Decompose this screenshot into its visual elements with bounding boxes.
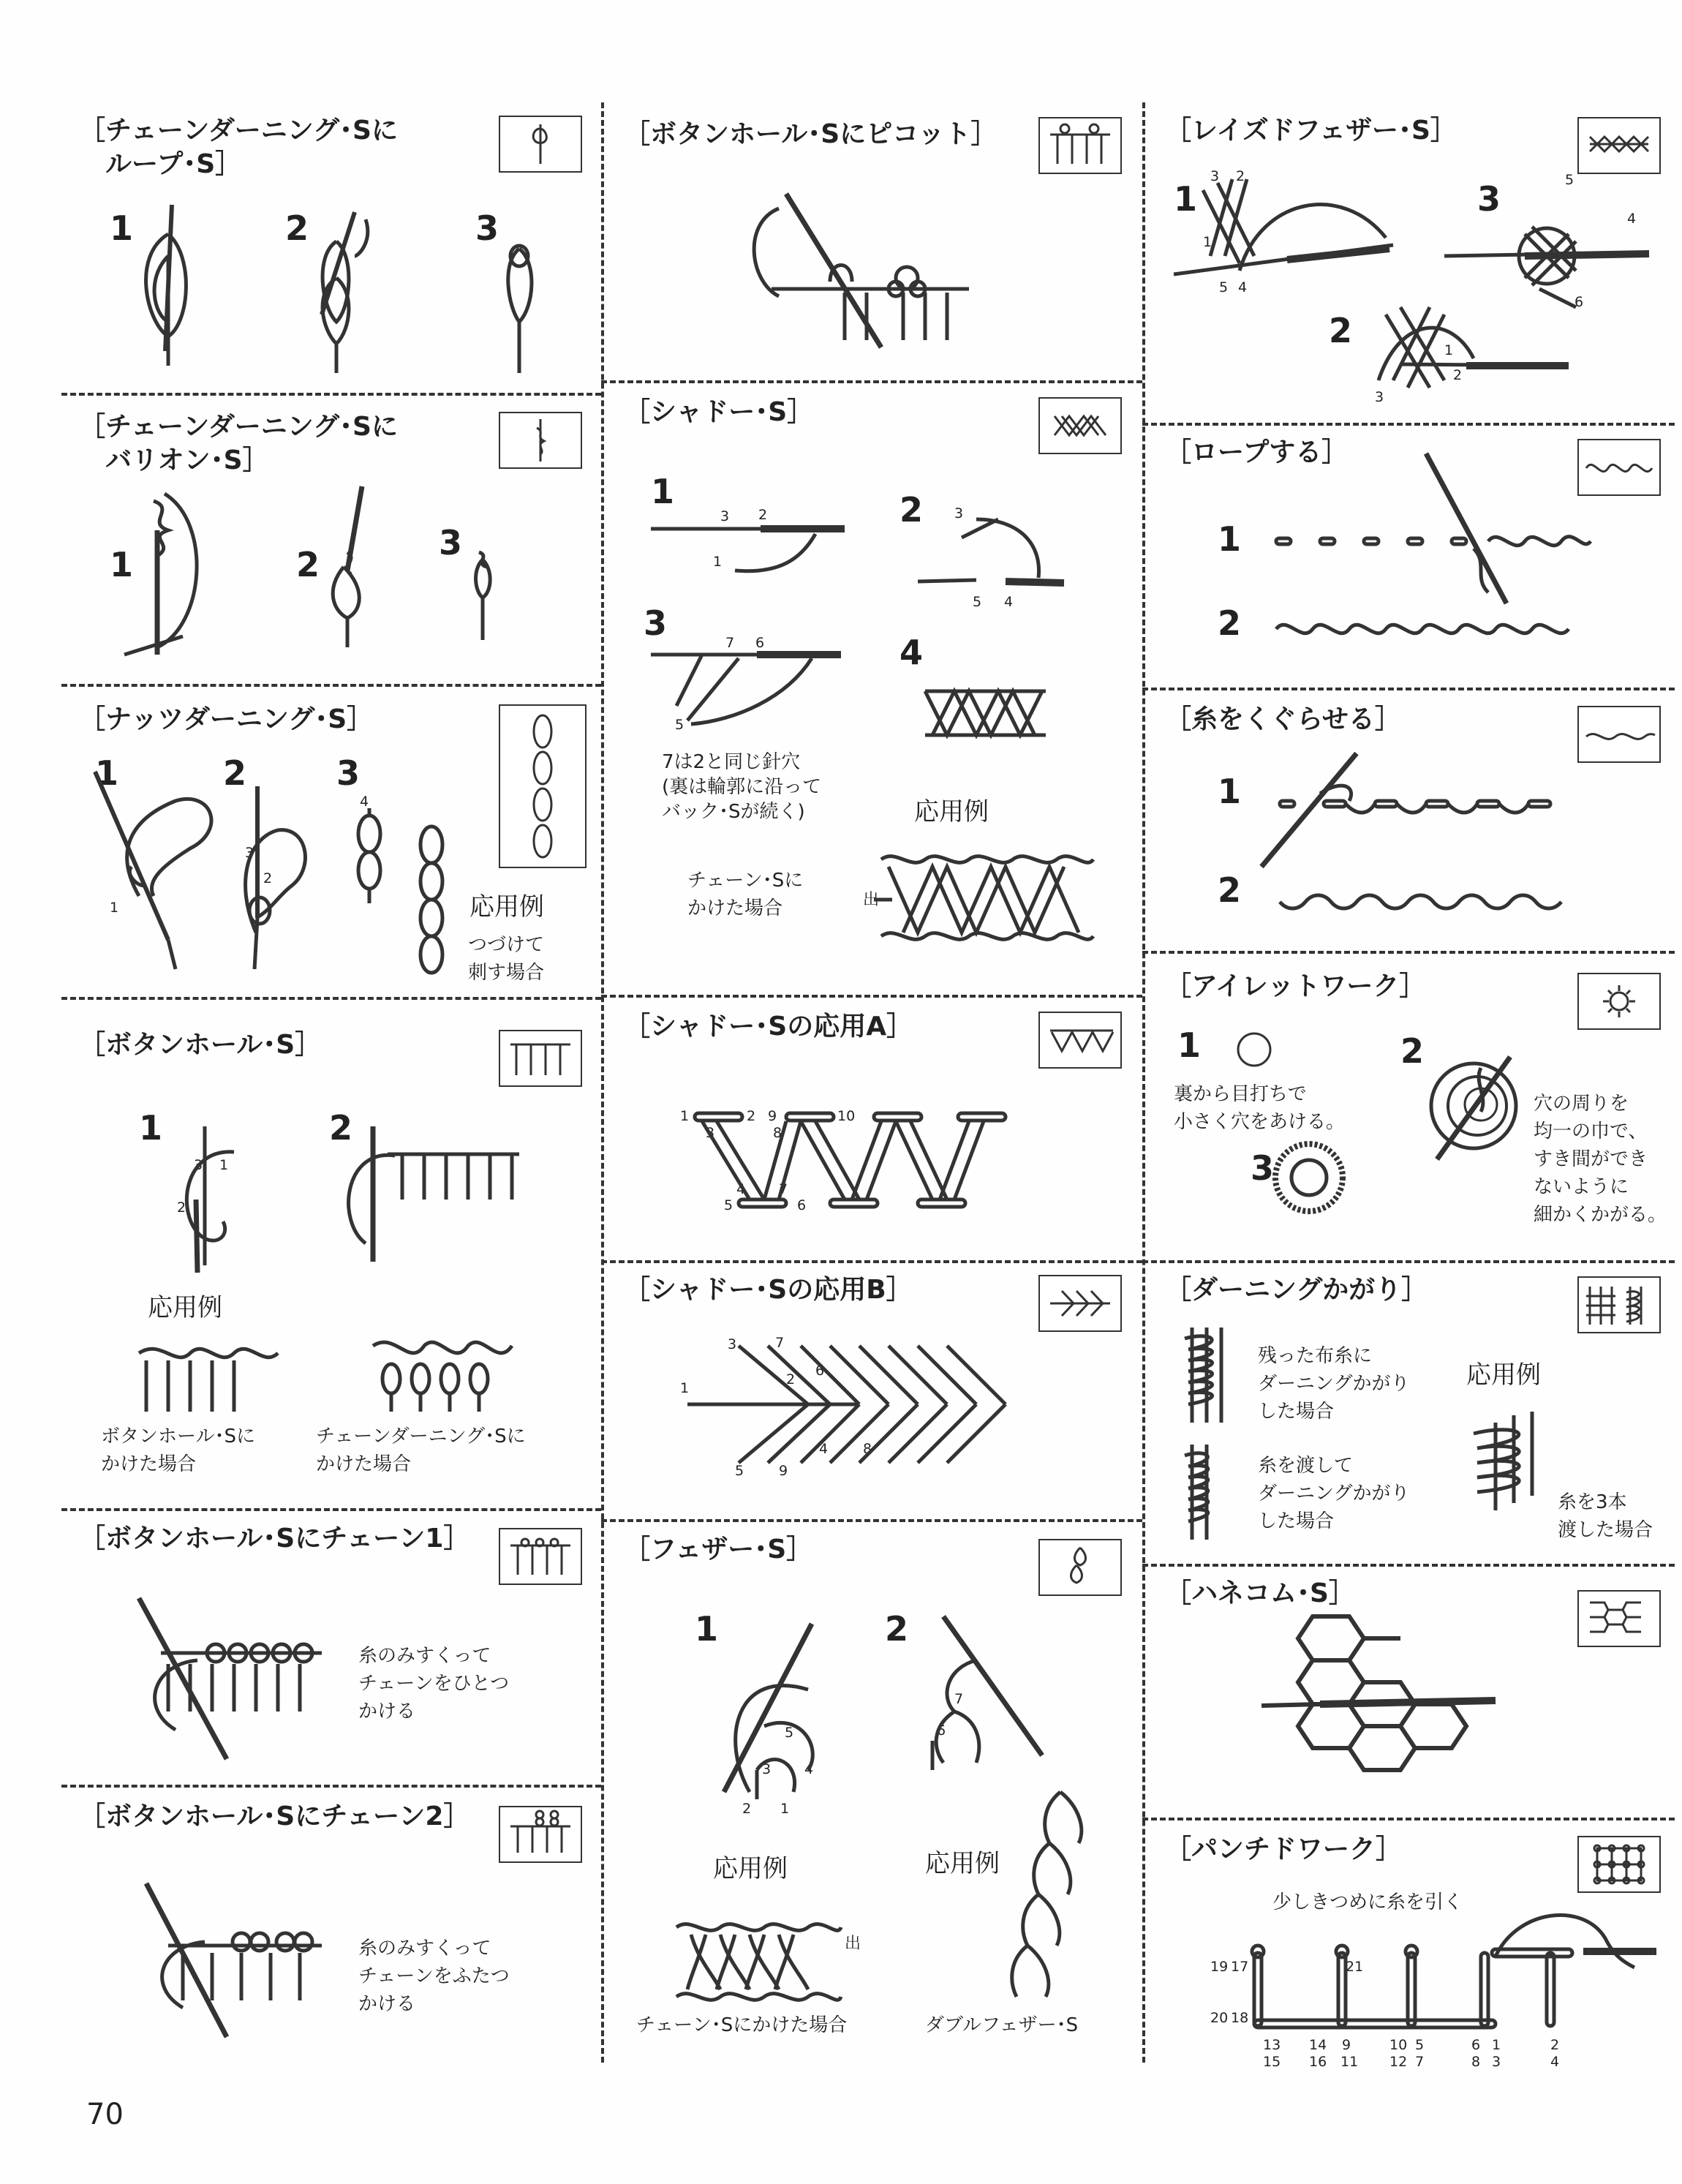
point-label: 1 [110, 900, 119, 916]
section-chain-bullion [66, 406, 592, 684]
point-label: 13 [1263, 2037, 1281, 2053]
instruction-note: 7は2と同じ針穴 (裏は輪郭に沿って バック･Sが続く) [662, 751, 822, 823]
instruction-note: 糸のみすくって チェーンをひとつ かける [358, 1645, 510, 1722]
step-number: 3 [475, 208, 499, 248]
section-title: ［シャドー･Sの応用B］ [624, 1275, 913, 1305]
step-number: 1 [110, 208, 134, 248]
section-title: ［ボタンホール･Sにチェーン2］ [79, 1801, 470, 1831]
point-label: 3 [194, 1157, 203, 1173]
section-chain-loop [66, 110, 592, 391]
instruction-note: 少しきつめに糸を引く [1272, 1891, 1463, 1913]
example-caption: チェーン･Sに かけた場合 [687, 870, 804, 919]
step-number: 1 [1218, 772, 1242, 811]
point-label: 5 [973, 594, 982, 610]
point-label: 12 [1389, 2054, 1408, 2070]
point-label: 5 [1565, 172, 1574, 188]
diagram-darning-overcast [1152, 1269, 1675, 1562]
column-divider-right [1142, 102, 1145, 2063]
point-label: 11 [1340, 2054, 1359, 2070]
section-title: ［糸をくぐらせる］ [1165, 704, 1401, 734]
example-label: 応用例 [469, 892, 544, 922]
point-label: 3 [762, 1761, 772, 1777]
step-number: 2 [900, 490, 924, 530]
point-label: 6 [937, 1722, 946, 1739]
section-title: ［レイズドフェザー･S］ [1165, 116, 1457, 146]
diagram-raised-feather [1152, 110, 1675, 417]
point-label: 7 [954, 1691, 964, 1707]
row-divider [601, 995, 1142, 998]
point-label: 14 [1309, 2037, 1327, 2053]
point-label: 10 [837, 1108, 856, 1124]
step-number: 2 [223, 753, 247, 793]
section-punched-work [1152, 1829, 1675, 2077]
diagram-buttonhole-picot [611, 113, 1137, 377]
point-label: 3 [1492, 2054, 1501, 2070]
section-title: ［ハネコム･S］ [1165, 1578, 1355, 1608]
example-label: 応用例 [1466, 1360, 1541, 1390]
section-buttonhole [66, 1024, 592, 1507]
row-divider [61, 997, 601, 1000]
row-divider [1142, 688, 1675, 690]
point-label: 7 [779, 1181, 788, 1197]
diagram-shadow-b [611, 1269, 1137, 1510]
instruction-note: 糸のみすくって チェーンをふたつ かける [358, 1938, 510, 2015]
point-label: 15 [1263, 2054, 1281, 2070]
point-label: 2 [786, 1371, 796, 1387]
diagram-rope [1152, 432, 1675, 684]
example-label: 応用例 [713, 1854, 788, 1883]
row-divider [601, 1260, 1142, 1263]
section-title: ［チェーンダーニング･Sに バリオン･S］ [79, 412, 398, 475]
row-divider [1142, 1564, 1675, 1567]
point-label: 16 [1309, 2054, 1327, 2070]
point-label: 5 [724, 1197, 733, 1213]
example-caption: ダブルフェザー･S [925, 2014, 1079, 2036]
diagram-chain-loop [66, 110, 592, 391]
row-divider [1142, 951, 1675, 954]
point-label: 7 [775, 1335, 785, 1351]
point-label: 2 [747, 1108, 756, 1124]
diagram-chain-bullion [66, 406, 592, 684]
point-label: 6 [797, 1197, 807, 1213]
diagram-punched-work [1152, 1829, 1675, 2077]
step-number: 3 [644, 603, 668, 643]
point-label: 4 [1238, 279, 1248, 295]
step-number: 1 [95, 753, 119, 793]
point-label: 7 [1415, 2054, 1425, 2070]
section-title: ［ボタンホール･S］ [79, 1030, 322, 1060]
section-title: ［シャドー･S］ [624, 397, 814, 427]
point-label: 5 [785, 1725, 794, 1741]
point-label: 6 [1471, 2037, 1481, 2053]
section-title: ［パンチドワーク］ [1165, 1834, 1403, 1864]
section-title: ［フェザー･S］ [624, 1535, 813, 1564]
row-divider [1142, 1818, 1675, 1820]
point-label: 4 [1004, 594, 1014, 610]
diagram-buttonhole [66, 1024, 592, 1507]
step-number: 2 [1400, 1031, 1425, 1071]
section-rope [1152, 432, 1675, 684]
step-number: 1 [695, 1609, 719, 1649]
diagram-eyelet-work [1152, 965, 1675, 1258]
step-number: 2 [1218, 870, 1242, 910]
point-label: 5 [1415, 2037, 1425, 2053]
point-label: 6 [1574, 294, 1584, 310]
section-nuts-darning [66, 698, 592, 995]
point-label: 1 [713, 554, 723, 570]
step-number: 2 [296, 545, 320, 584]
section-feather-stitch [611, 1529, 1137, 2063]
step-number: 1 [110, 545, 134, 584]
point-label: 8 [1471, 2054, 1481, 2070]
point-label: 9 [779, 1463, 788, 1479]
point-label: 2 [1236, 168, 1245, 184]
section-title: ［アイレットワーク］ [1165, 971, 1426, 1001]
section-thread-through [1152, 698, 1675, 951]
point-label: 1 [219, 1157, 229, 1173]
section-title: ［ボタンホール･Sにチェーン1］ [79, 1524, 470, 1554]
point-label: 5 [1219, 279, 1229, 295]
point-label: 2 [742, 1801, 752, 1817]
example-label: 応用例 [148, 1293, 222, 1322]
section-title: ［ダーニングかがり］ [1165, 1275, 1428, 1305]
point-label: 4 [1627, 211, 1637, 227]
point-label: 4 [360, 794, 369, 810]
point-label: 3 [1210, 168, 1220, 184]
step-number: 3 [1477, 179, 1501, 219]
step-number: 1 [651, 472, 675, 511]
point-label: 1 [680, 1108, 690, 1124]
section-honeycomb [1152, 1573, 1675, 1818]
point-label: 6 [755, 635, 765, 651]
diagram-feather-stitch [611, 1529, 1137, 2063]
step-number: 4 [900, 633, 924, 672]
column-divider-left [601, 102, 604, 2063]
point-label: 3 [728, 1336, 737, 1352]
step-number: 2 [1218, 603, 1242, 643]
diagram-shadow-stitch [611, 391, 1137, 984]
section-title: ［ボタンホール･Sにピコット］ [624, 119, 997, 149]
point-label: 9 [768, 1108, 777, 1124]
point-label: 1 [680, 1380, 690, 1396]
point-label: 2 [1453, 367, 1463, 383]
row-divider [1142, 423, 1675, 426]
point-label: 4 [736, 1181, 746, 1197]
section-shadow-a [611, 1006, 1137, 1254]
example-caption: ボタンホール･Sに かけた場合 [101, 1426, 255, 1475]
step-number: 2 [329, 1108, 353, 1148]
point-label: 1 [1492, 2037, 1501, 2053]
point-label: 10 [1389, 2037, 1408, 2053]
point-label: 1 [1203, 234, 1213, 250]
step-number: 2 [885, 1609, 909, 1649]
step-number: 1 [1218, 519, 1242, 559]
step-number: 3 [1251, 1148, 1275, 1188]
section-title: ［シャドー･Sの応用A］ [624, 1012, 913, 1042]
diagram-nuts-darning [66, 698, 592, 995]
point-label: 21 [1346, 1959, 1364, 1975]
point-label: 2 [263, 870, 273, 886]
point-label: 3 [720, 508, 730, 524]
point-label: 2 [177, 1200, 186, 1216]
section-title: ［ロープする］ [1165, 437, 1349, 467]
diagram-buttonhole-chain2 [66, 1796, 592, 2063]
diagram-honeycomb [1152, 1573, 1675, 1818]
out-label: 出 [863, 891, 880, 909]
point-label: 5 [735, 1463, 744, 1479]
section-buttonhole-picot [611, 113, 1137, 377]
point-label: 8 [773, 1125, 782, 1141]
section-shadow-b [611, 1269, 1137, 1510]
row-divider [1142, 1260, 1675, 1263]
point-label: 2 [1550, 2037, 1560, 2053]
section-shadow-stitch [611, 391, 1137, 984]
point-label: 19 [1210, 1959, 1229, 1975]
section-darning-overcast [1152, 1269, 1675, 1562]
step-number: 3 [336, 753, 361, 793]
point-label: 18 [1231, 2010, 1249, 2026]
diagram-buttonhole-chain1 [66, 1518, 592, 1785]
point-label: 3 [245, 845, 254, 861]
point-label: 4 [1550, 2054, 1560, 2070]
row-divider [61, 684, 601, 687]
point-label: 9 [1342, 2037, 1351, 2053]
step-number: 3 [439, 523, 463, 562]
page-number: 70 [86, 2098, 124, 2131]
example-label: 応用例 [925, 1849, 1000, 1878]
example-caption: チェーン･Sにかけた場合 [636, 2014, 848, 2036]
row-divider [601, 1519, 1142, 1522]
point-label: 3 [706, 1125, 715, 1141]
point-label: 4 [819, 1441, 829, 1457]
instruction-note: 裏から目打ちで 小さく穴をあける。 [1174, 1083, 1346, 1133]
point-label: 1 [1444, 342, 1454, 358]
step-number: 1 [1174, 179, 1198, 219]
point-label: 17 [1231, 1959, 1249, 1975]
section-eyelet-work [1152, 965, 1675, 1258]
point-label: 5 [675, 717, 685, 733]
step-number: 1 [139, 1108, 163, 1148]
instruction-note: 残った布糸に ダーニングかがり した場合 [1258, 1345, 1410, 1423]
instruction-note: 糸を渡して ダーニングかがり した場合 [1258, 1455, 1410, 1532]
example-caption: チェーンダーニング･Sに かけた場合 [316, 1426, 526, 1475]
point-label: 2 [758, 507, 768, 523]
point-label: 1 [780, 1801, 790, 1817]
point-label: 4 [804, 1761, 814, 1777]
instruction-note: 糸を3本 渡した場合 [1558, 1491, 1653, 1541]
instruction-note: 穴の周りを 均一の巾で、 すき間ができ ないように 細かくかがる。 [1534, 1093, 1667, 1226]
row-divider [61, 393, 601, 396]
row-divider [61, 1785, 601, 1788]
row-divider [601, 380, 1142, 383]
section-buttonhole-chain2 [66, 1796, 592, 2063]
out-label: 出 [845, 1935, 861, 1953]
step-number: 2 [285, 208, 309, 248]
step-number: 2 [1329, 311, 1353, 350]
point-label: 20 [1210, 2010, 1229, 2026]
example-note: つづけて 刺す場合 [468, 934, 545, 984]
section-buttonhole-chain1 [66, 1518, 592, 1785]
point-label: 8 [863, 1441, 872, 1457]
point-label: 6 [815, 1363, 825, 1379]
section-raised-feather [1152, 110, 1675, 417]
point-label: 3 [954, 505, 964, 521]
point-label: 7 [725, 635, 735, 651]
section-title: ［チェーンダーニング･Sに ループ･S］ [79, 116, 398, 179]
section-title: ［ナッツダーニング･S］ [79, 704, 374, 734]
example-label: 応用例 [914, 797, 989, 826]
row-divider [61, 1508, 601, 1511]
point-label: 3 [1375, 389, 1384, 405]
step-number: 1 [1177, 1025, 1202, 1065]
diagram-thread-through [1152, 698, 1675, 951]
diagram-shadow-a [611, 1006, 1137, 1254]
